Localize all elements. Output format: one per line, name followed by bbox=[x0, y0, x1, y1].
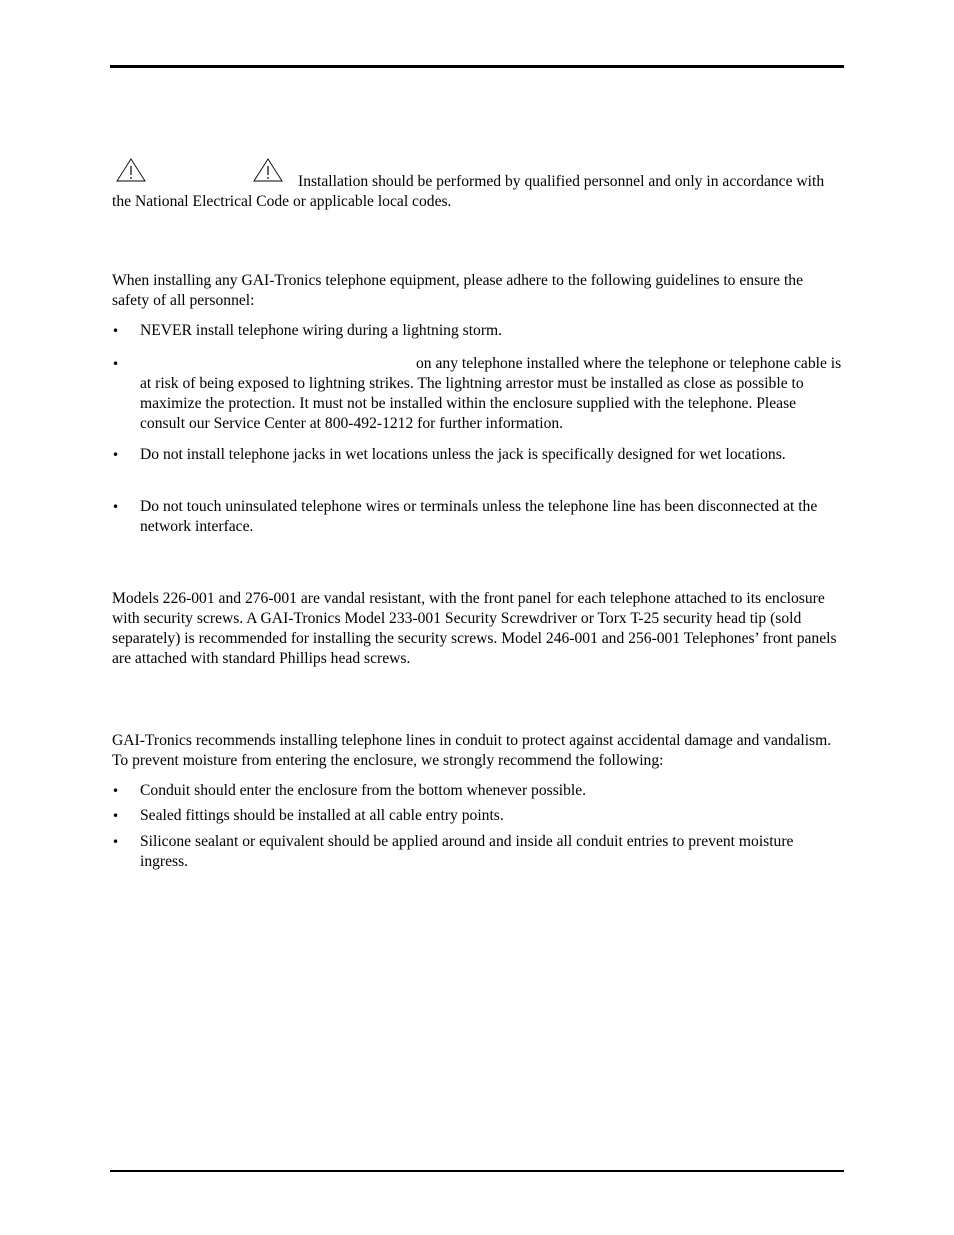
installation-warning-text: Installation should be performed by qualified personnel and only in accordance with the National Electrical Code or applicable local codes. bbox=[112, 173, 825, 210]
security-paragraph: Models 226-001 and 276-001 are vandal resistant, with the front panel for each telephone attached to its enclosure with security screws. A GAI-Tronics Model 233-001 Security Screwdriver or Torx T-25 security head tip (sold separately) is recommended for installing the security screws. Model 246-001 and 256-001 Telephones’ front panels are attached with standard Phillips head screws. bbox=[112, 590, 837, 667]
list-item-text: Sealed fittings should be installed at all cable entry points. bbox=[140, 807, 504, 824]
conduit-section bbox=[112, 731, 844, 771]
bullet-dot: • bbox=[112, 784, 120, 798]
list-item-text: Conduit should enter the enclosure from the bottom whenever possible. bbox=[140, 782, 587, 799]
bullet-dot: • bbox=[112, 448, 120, 462]
bullet-dot: • bbox=[112, 835, 120, 849]
installation-warning bbox=[112, 172, 844, 212]
conduit-intro: GAI-Tronics recommends installing telephone lines in conduit to protect against accidental damage and vandalism. To prevent moisture from entering the enclosure, we strongly recommend the following: bbox=[112, 732, 832, 769]
header-rule bbox=[110, 65, 844, 68]
safety-intro: When installing any GAI-Tronics telephone equipment, please adhere to the following guidelines to ensure the safety of all personnel: bbox=[112, 272, 804, 309]
bullet-dot: • bbox=[112, 500, 120, 514]
bullet-dot: • bbox=[112, 357, 120, 371]
safety-section bbox=[112, 271, 844, 311]
list-item-text: on any telephone installed where the telephone or telephone cable is at risk of being exposed to lightning strikes. The lightning arrestor must be installed as close as possible to maximize the protection. It must not be installed within the enclosure supplied with the telephone. Please consult our Service Center at 800-492-1212 for further information. bbox=[140, 355, 842, 432]
bullet-dot: • bbox=[112, 809, 120, 823]
list-item-text: Silicone sealant or equivalent should be applied around and inside all conduit entries to prevent moisture ingress. bbox=[140, 833, 794, 870]
bullet-dot: • bbox=[112, 324, 120, 338]
security-section bbox=[112, 589, 844, 669]
list-item-text: NEVER install telephone wiring during a lightning storm. bbox=[140, 322, 503, 339]
list-item-text: Do not touch uninsulated telephone wires or terminals unless the telephone line has been disconnected at the network interface. bbox=[140, 498, 818, 535]
footer-rule bbox=[110, 1170, 844, 1172]
list-item-text: Do not install telephone jacks in wet locations unless the jack is specifically designed for wet locations. bbox=[140, 446, 786, 463]
